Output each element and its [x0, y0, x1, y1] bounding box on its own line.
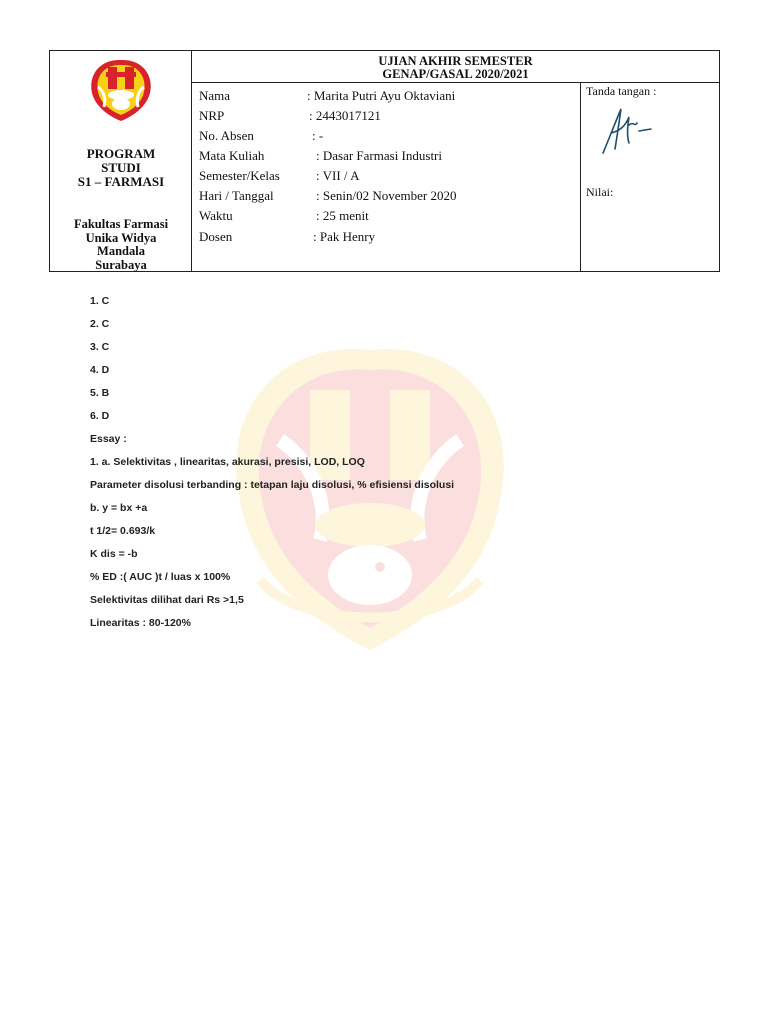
field-label: Semester/Kelas [199, 168, 280, 183]
program-line: STUDI [101, 160, 141, 175]
program-line: PROGRAM [86, 146, 156, 161]
answer-line: b. y = bx +a [90, 502, 148, 514]
exam-title [192, 51, 719, 83]
field-value: : 25 menit [316, 208, 369, 223]
faculty-line: Fakultas Farmasi [73, 217, 169, 231]
field-value: : - [312, 128, 324, 143]
answer-line: 2. C [90, 318, 110, 330]
answer-line: 6. D [90, 410, 110, 422]
field-label: Nama [199, 88, 231, 103]
answer-line: 3. C [90, 341, 110, 353]
essay-heading: Essay : [90, 433, 127, 445]
field-label: Dosen [199, 229, 233, 244]
field-value: : 2443017121 [309, 108, 381, 123]
answer-line: Linearitas : 80-120% [90, 617, 191, 629]
field-value: : Marita Putri Ayu Oktaviani [307, 88, 456, 103]
answer-line: t 1/2= 0.693/k [90, 525, 156, 537]
faculty-line: Unika Widya [85, 230, 157, 245]
field-label: Waktu [199, 208, 233, 223]
field-label: Hari / Tanggal [199, 188, 274, 203]
faculty-line: Mandala [97, 244, 145, 258]
field-label: No. Absen [199, 128, 254, 143]
answer-line: 1. C [90, 295, 110, 307]
answer-line: 4. D [90, 364, 110, 376]
field-value: : VII / A [316, 168, 360, 183]
field-label: Mata Kuliah [199, 148, 265, 163]
answer-line: K dis = -b [90, 548, 138, 560]
faculty-line: Surabaya [95, 257, 147, 272]
field-label: NRP [199, 108, 225, 123]
university-crest-watermark [200, 330, 540, 690]
answer-line: Parameter disolusi terbanding : tetapan laju disolusi, % efisiensi disolusi [90, 479, 455, 491]
exam-header-table [49, 50, 720, 272]
field-value: : Dasar Farmasi Industri [316, 148, 443, 163]
answer-line: % ED :( AUC )t / luas x 100% [90, 571, 231, 583]
field-value: : Pak Henry [313, 229, 376, 244]
answer-line: 5. B [90, 387, 110, 399]
answer-line: Selektivitas dilihat dari Rs >1,5 [90, 594, 244, 606]
signature-column [580, 83, 719, 271]
program-line: S1 – FARMASI [77, 174, 165, 189]
signature-label: Tanda tangan : [586, 84, 657, 98]
grade-label: Nilai: [586, 185, 614, 199]
exam-title-line1: UJIAN AKHIR SEMESTER [378, 54, 533, 68]
handwritten-signature [599, 103, 655, 157]
faculty-name [50, 218, 192, 272]
field-value: : Senin/02 November 2020 [316, 188, 457, 203]
university-crest-logo [84, 57, 158, 123]
program-name [50, 147, 192, 189]
institution-column [50, 51, 192, 271]
student-info [192, 83, 580, 271]
answer-line: 1. a. Selektivitas , linearitas, akurasi, presisi, LOD, LOQ [90, 456, 365, 468]
exam-title-line2: GENAP/GASAL 2020/2021 [382, 67, 529, 81]
